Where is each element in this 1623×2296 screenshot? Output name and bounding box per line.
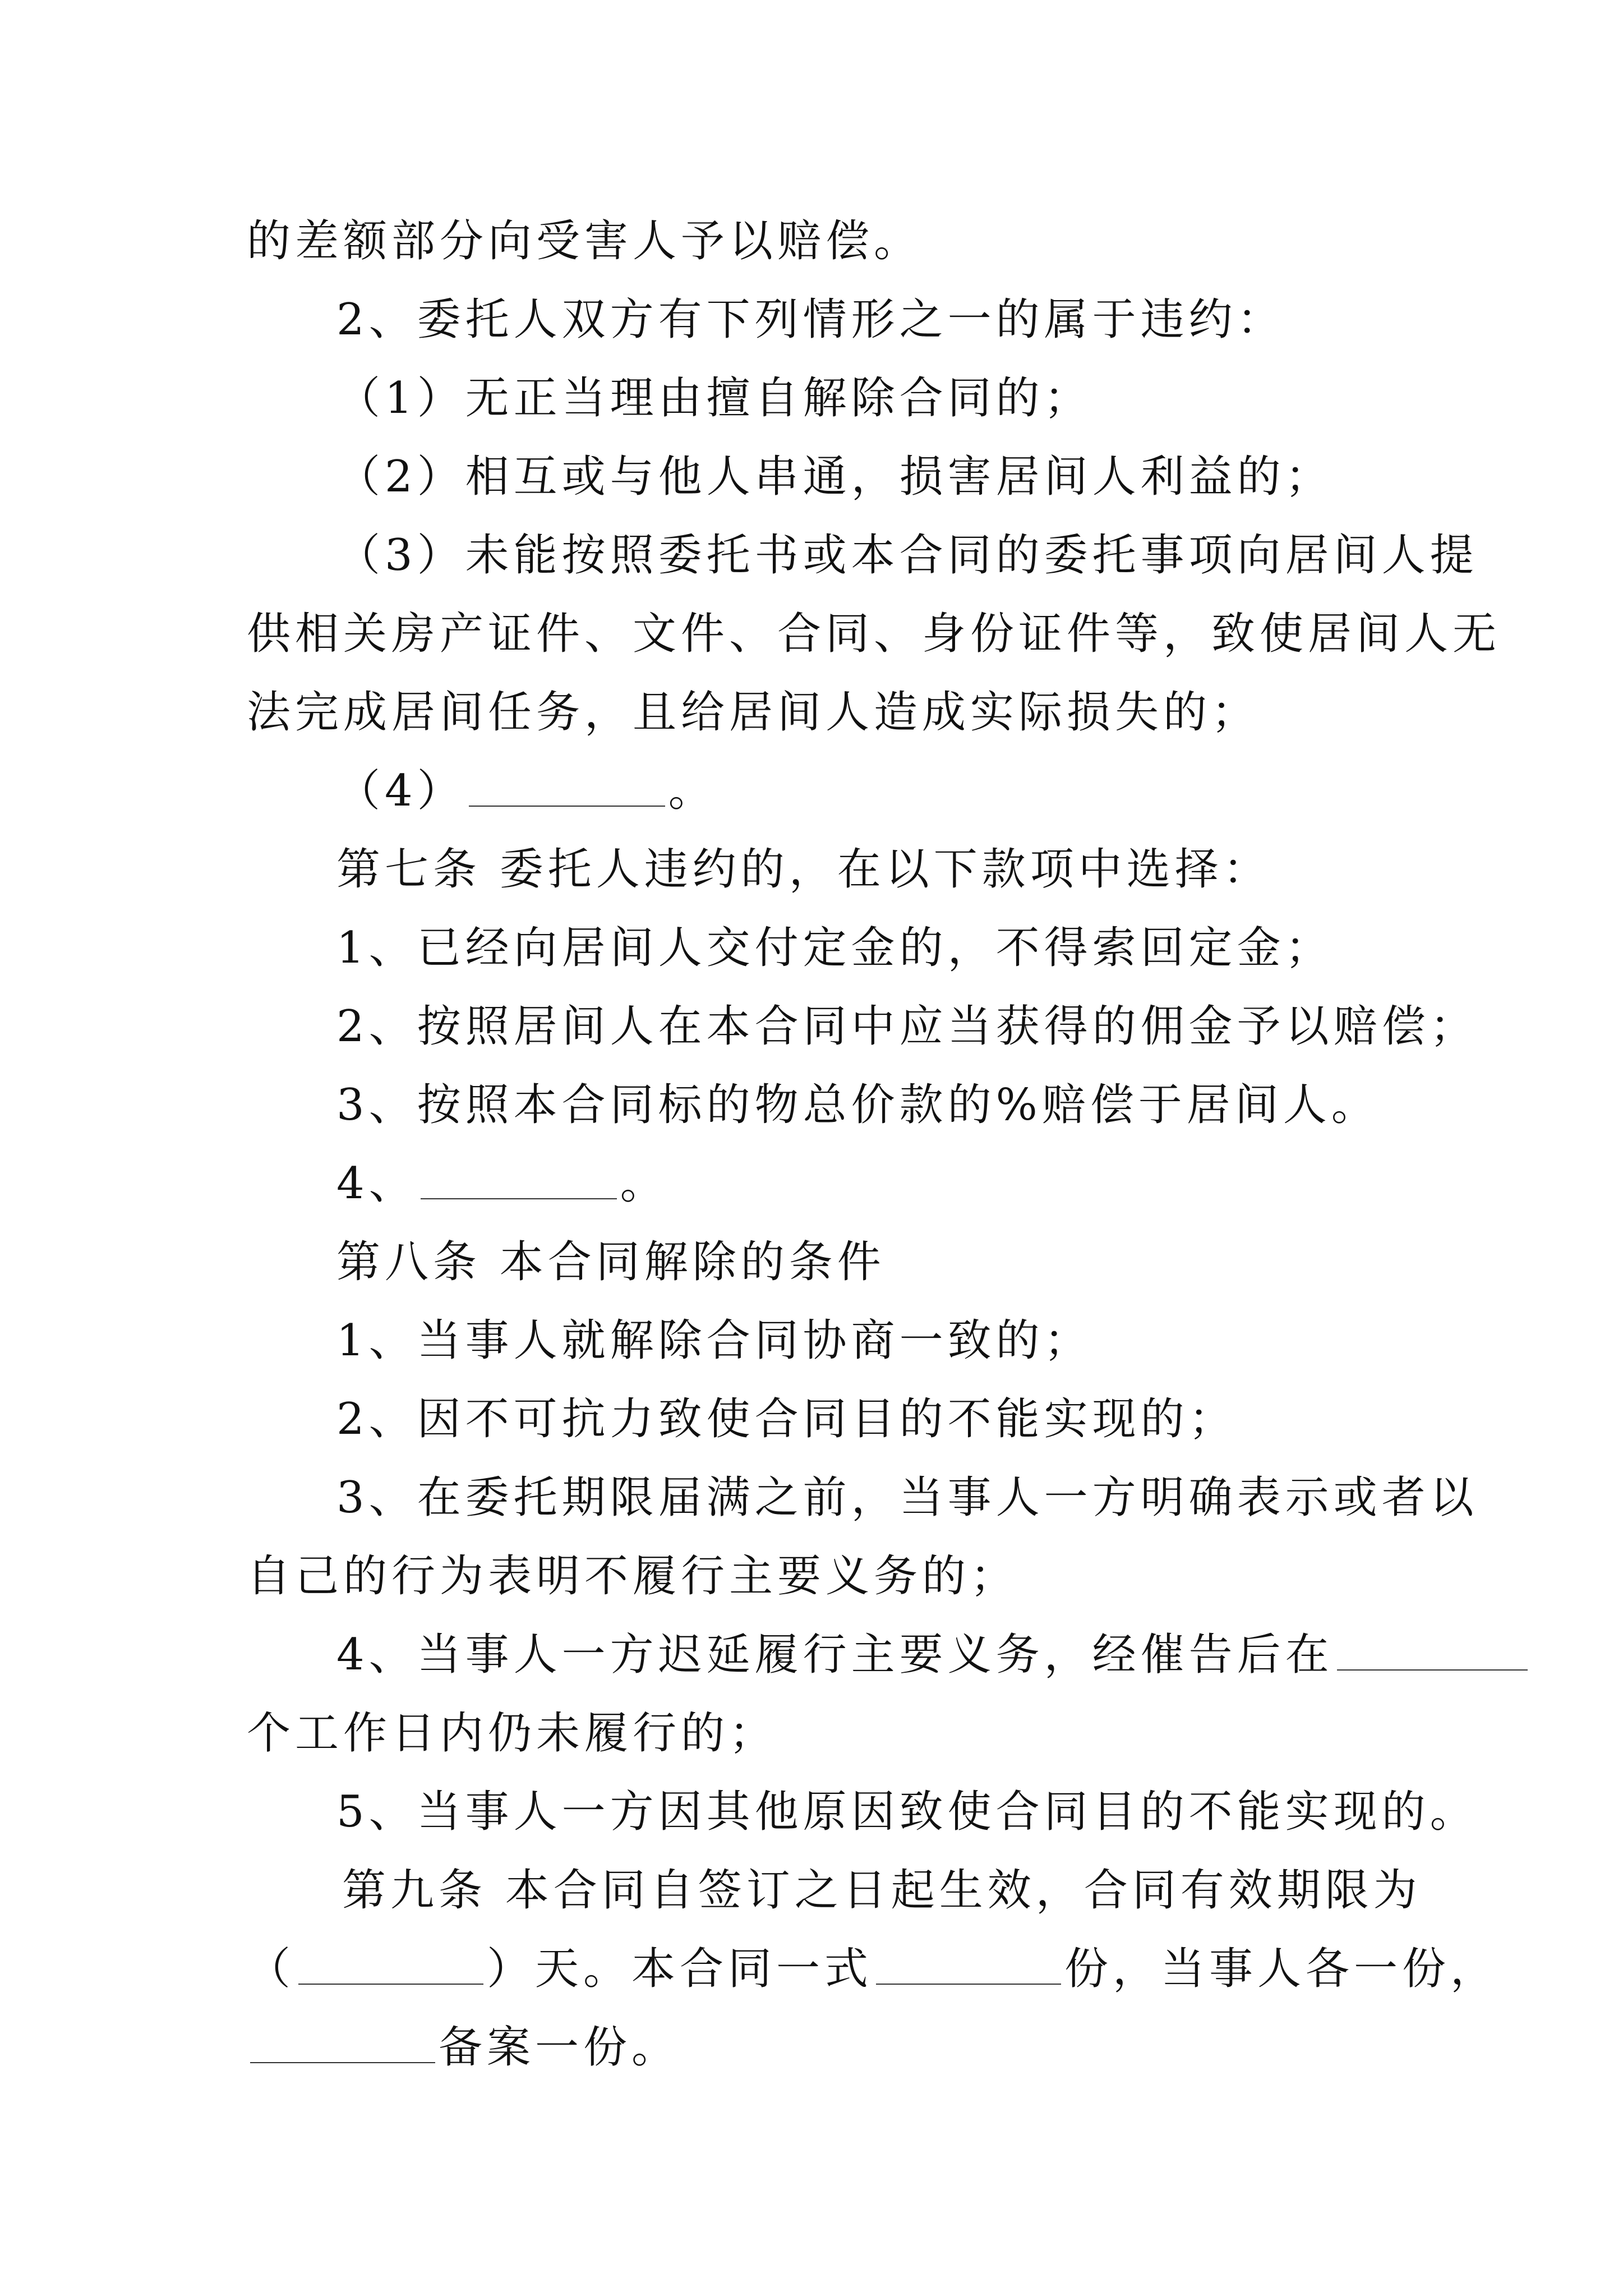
text-segment: 4、当事人一方迟延履行主要义务，经催告后在 (336, 1630, 1334, 1680)
text-line: 3、在委托期限届满之前，当事人一方明确表示或者以 (336, 1473, 1478, 1523)
text-segment: 备案一份。 (439, 2022, 680, 2073)
text-segment: 。 (620, 1158, 668, 1209)
document-page (247, 202, 1501, 2087)
text-line: 自己的行为表明不履行主要义务的； (247, 1551, 1019, 1602)
text-line (247, 1616, 1385, 1694)
text-line: （2）相互或与他人串通，损害居间人利益的； (336, 452, 1334, 502)
fill-in-blank[interactable] (250, 2008, 435, 2063)
fill-in-blank[interactable] (298, 1930, 483, 1985)
text-line: 2、委托人双方有下列情形之一的属于违约： (336, 295, 1285, 345)
fill-in-blank[interactable] (876, 1930, 1061, 1985)
text-line (247, 1144, 1385, 1223)
fill-in-blank[interactable] (469, 752, 665, 807)
text-segment: 4、 (336, 1158, 417, 1209)
fill-in-blank[interactable] (1337, 1616, 1528, 1671)
section-heading: 第九条 本合同自签订之日起生效，合同有效期限为 (342, 1865, 1422, 1916)
fill-in-blank[interactable] (421, 1144, 617, 1199)
section-heading: 第七条 委托人违约的，在以下款项中选择： (336, 844, 1271, 895)
text-line: 2、按照居间人在本合同中应当获得的佣金予以赔偿； (336, 1001, 1478, 1052)
text-line: 3、按照本合同标的物总价款的%赔偿于居间人。 (336, 1080, 1380, 1130)
text-line: 1、当事人就解除合同协商一致的； (336, 1315, 1092, 1366)
text-line (247, 752, 1385, 830)
text-line: 2、因不可抗力致使合同目的不能实现的； (336, 1394, 1237, 1444)
text-segment: （ (247, 1944, 296, 1994)
text-line: （3）未能按照委托书或本合同的委托事项向居间人提 (336, 530, 1478, 581)
text-line: 1、已经向居间人交付定金的，不得索回定金； (336, 923, 1334, 973)
text-segment: ）天。本合同一式 (487, 1944, 873, 1994)
text-line: 的差额部分向受害人予以赔偿。 (247, 216, 923, 266)
section-heading: 第八条 本合同解除的条件 (336, 1237, 886, 1287)
text-segment: （4） (336, 766, 465, 816)
text-line: 5、当事人一方因其他原因致使合同目的不能实现的。 (336, 1787, 1478, 1837)
text-line: 个工作日内仍未履行的； (247, 1708, 778, 1759)
text-line: （1）无正当理由擅自解除合同的； (336, 373, 1092, 424)
text-line: 法完成居间任务，且给居间人造成实际损失的； (247, 687, 1260, 738)
text-line: 供相关房产证件、文件、合同、身份证件等，致使居间人无 (247, 609, 1501, 659)
text-segment: 份，当事人各一份， (1064, 1944, 1499, 1994)
text-segment: 。 (668, 766, 717, 816)
text-line (247, 1930, 1499, 2008)
text-line (247, 2008, 1385, 2087)
